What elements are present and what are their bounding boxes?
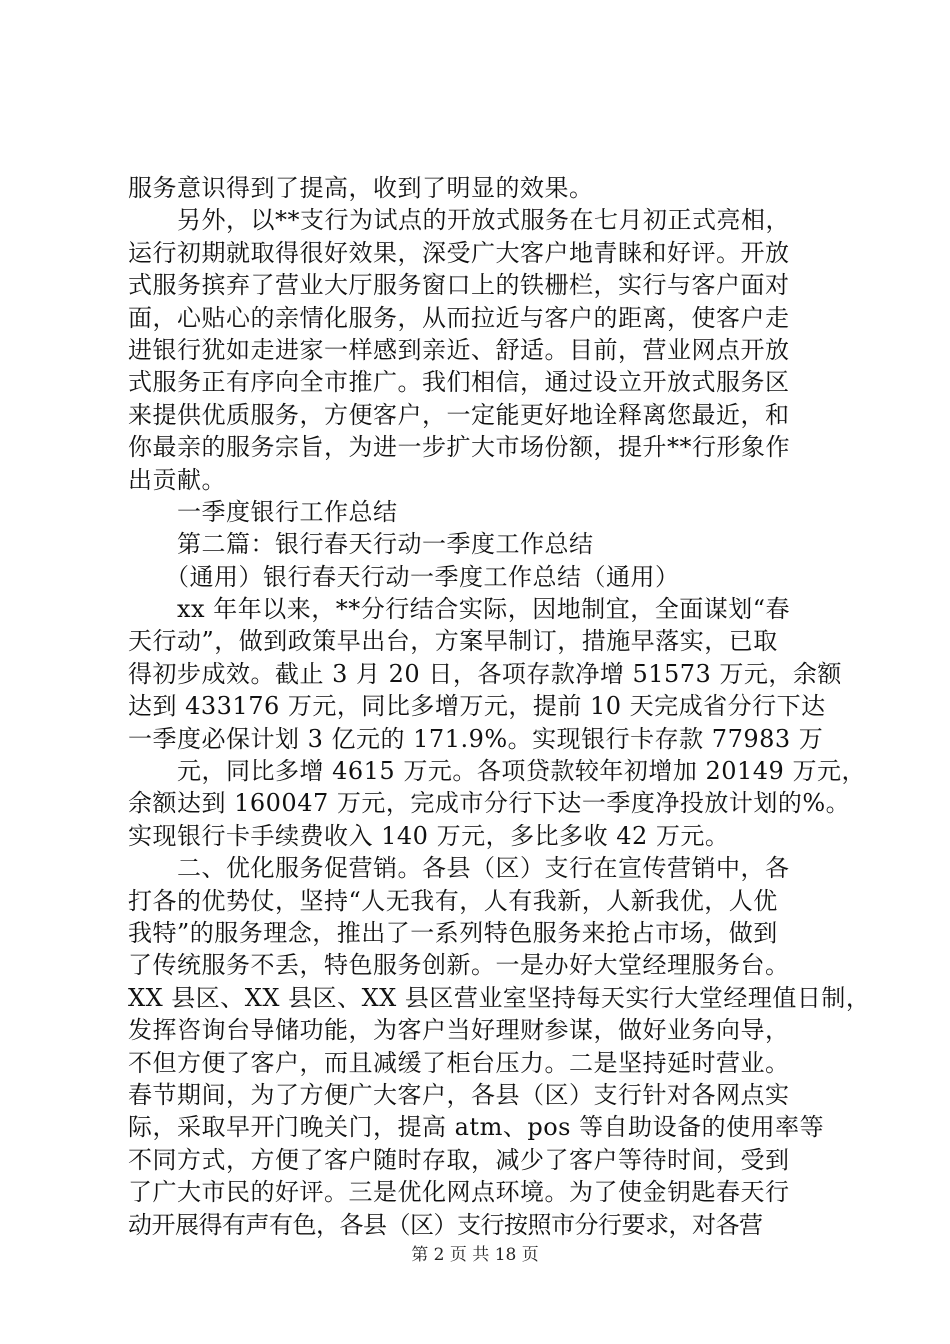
text-line: 天行动”，做到政策早出台，方案早制订，措施早落实，已取 xyxy=(128,627,778,656)
text-line: 了传统服务不丢，特色服务创新。一是办好大堂经理服务台。 xyxy=(128,951,790,980)
text-line: 进银行犹如走进家一样感到亲近、舒适。目前，营业网点开放 xyxy=(128,335,790,364)
text-line: 打各的优势仗，坚持“人无我有，人有我新，人新我优，人优 xyxy=(128,886,778,915)
section-heading: 一季度银行工作总结 xyxy=(128,497,398,526)
text-line: 一季度必保计划 3 亿元的 171.9%。实现银行卡存款 77983 万 xyxy=(128,724,824,753)
text-line: 运行初期就取得很好效果，深受广大客户地青睐和好评。开放 xyxy=(128,238,790,267)
section-heading: （通用）银行春天行动一季度工作总结（通用） xyxy=(128,562,680,591)
text-line: 动开展得有声有色，各县（区）支行按照市分行要求，对各营 xyxy=(128,1210,763,1239)
text-line: xx 年年以来，**分行结合实际，因地制宜，全面谋划“春 xyxy=(128,595,790,624)
text-line: 达到 433176 万元，同比多增万元，提前 10 天完成省分行下达 xyxy=(128,692,826,721)
text-line: 二、优化服务促营销。各县（区）支行在宣传营销中，各 xyxy=(128,854,790,883)
text-line: 面，心贴心的亲情化服务，从而拉近与客户的距离，使客户走 xyxy=(128,303,790,332)
text-line: 另外，以**支行为试点的开放式服务在七月初正式亮相， xyxy=(128,206,790,235)
text-line: 余额达到 160047 万元，完成市分行下达一季度净投放计划的%。 xyxy=(128,789,851,818)
text-line: 际，采取早开门晚关门，提高 atm、pos 等自助设备的使用率等 xyxy=(128,1113,825,1142)
text-line: 来提供优质服务，方便客户，一定能更好地诠释离您最近，和 xyxy=(128,400,790,429)
text-line: 式服务摈弃了营业大厅服务窗口上的铁栅栏，实行与客户面对 xyxy=(128,271,790,300)
text-line: 式服务正有序向全市推广。我们相信，通过设立开放式服务区 xyxy=(128,368,790,397)
text-line: 服务意识得到了提高，收到了明显的效果。 xyxy=(128,174,594,202)
section-heading: 第二篇：银行春天行动一季度工作总结 xyxy=(128,530,594,559)
page-number-footer: 第 2 页 共 18 页 xyxy=(411,1245,539,1265)
text-line: 我特”的服务理念，推出了一系列特色服务来抢占市场，做到 xyxy=(128,918,778,947)
text-line: 元，同比多增 4615 万元。各项贷款较年初增加 20149 万元， xyxy=(128,757,866,786)
text-line: 春节期间，为了方便广大客户，各县（区）支行针对各网点实 xyxy=(128,1080,790,1109)
text-line: 出贡献。 xyxy=(128,465,226,494)
text-line: 不同方式，方便了客户随时存取，减少了客户等待时间，受到 xyxy=(128,1145,790,1174)
text-line: 得初步成效。截止 3 月 20 日，各项存款净增 51573 万元，余额 xyxy=(128,659,842,688)
text-line: XX 县区、XX 县区、XX 县区营业室坚持每天实行大堂经理值日制， xyxy=(128,983,871,1012)
text-line: 发挥咨询台导储功能，为客户当好理财参谋，做好业务向导， xyxy=(128,1016,790,1045)
text-line: 实现银行卡手续费收入 140 万元，多比多收 42 万元。 xyxy=(128,821,730,850)
document-body xyxy=(128,172,871,1241)
text-line: 你最亲的服务宗旨，为进一步扩大市场份额，提升**行形象作 xyxy=(128,433,790,462)
text-line: 不但方便了客户，而且减缓了柜台压力。二是坚持延时营业。 xyxy=(128,1048,790,1077)
text-line: 了广大市民的好评。三是优化网点环境。为了使金钥匙春天行 xyxy=(128,1178,790,1207)
